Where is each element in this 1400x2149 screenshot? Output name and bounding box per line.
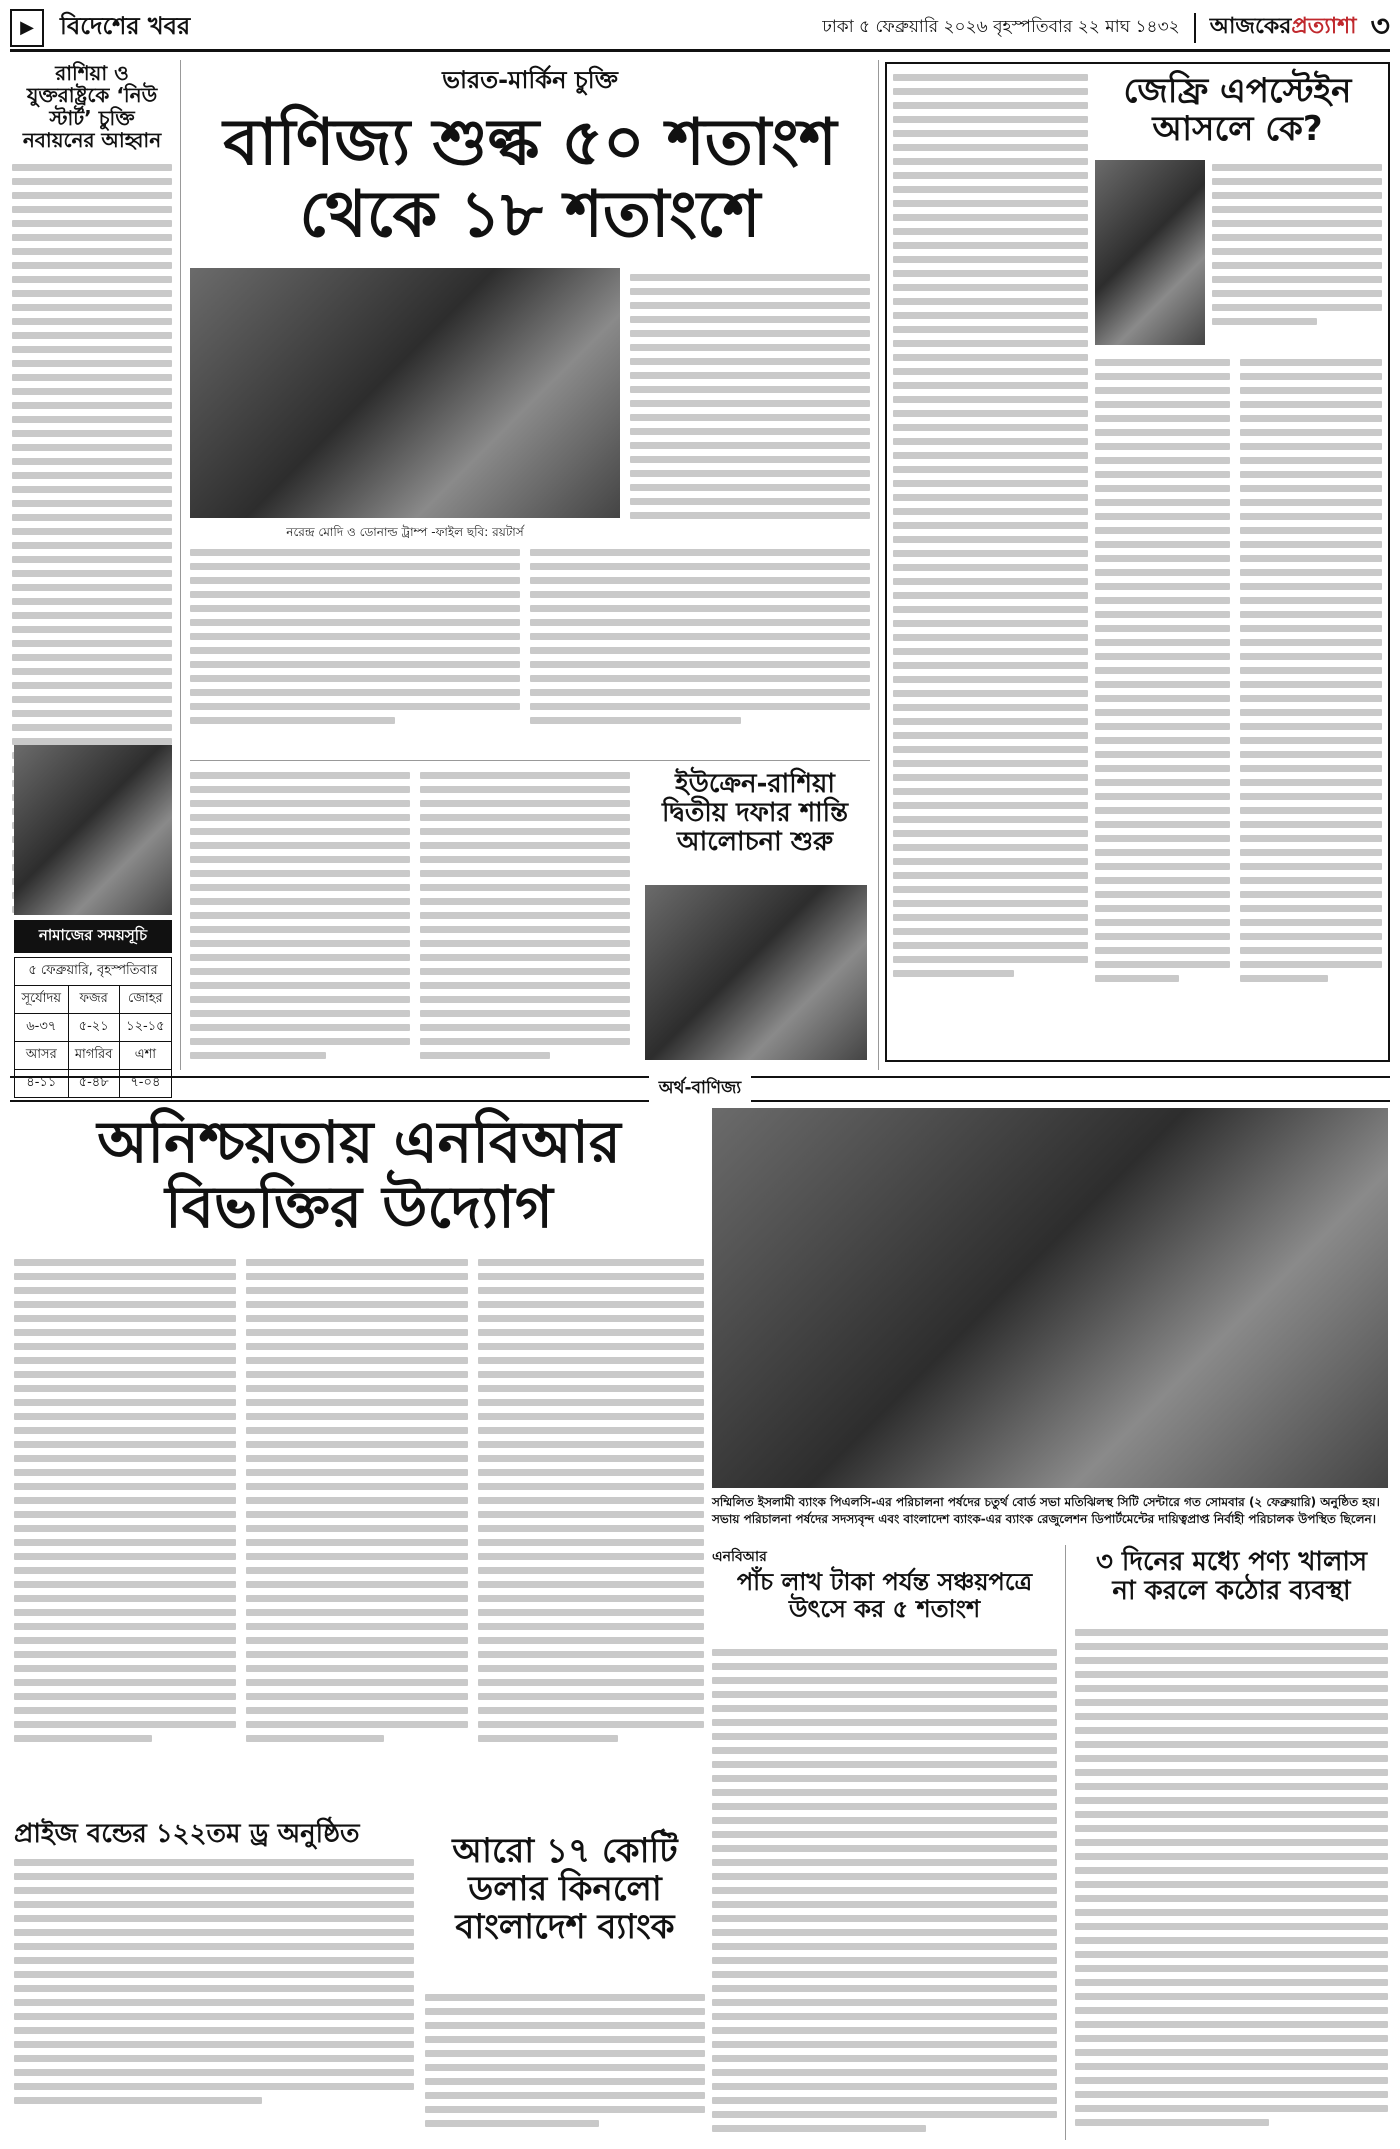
prayer-cell: এশা	[119, 1042, 171, 1070]
sanchaypatra-headline-line2: উৎসে কর ৫ শতাংশ	[788, 1594, 981, 1623]
prayer-title: নামাজের সময়সূচি	[14, 920, 172, 953]
prayer-cell: ৫-৪৮	[68, 1070, 119, 1098]
customs-headline-line2: না করলে কঠোর ব্যবস্থা	[1112, 1576, 1351, 1607]
epstein-headline-line1: জেফ্রি এপস্টেইন	[1123, 71, 1352, 111]
date-line: ঢাকা ৫ ফেব্রুয়ারি ২০২৬ বৃহস্পতিবার ২২ মাঘ ১৪৩২	[822, 16, 1180, 37]
prayer-cell: ৪-১১	[15, 1070, 69, 1098]
modi-trump-photo	[190, 268, 620, 518]
ukraine-headline-block	[640, 770, 870, 857]
nbr-headline-line2: বিভক্তির উদ্যোগ	[165, 1172, 553, 1241]
left-story-headline: রাশিয়া ও যুক্তরাষ্ট্রকে ‘নিউ স্টার্ট’ চুক্তি নবায়নের আহ্বান	[22, 61, 162, 153]
sanchaypatra-headline-line1: পাঁচ লাখ টাকা পর্যন্ত সঞ্চয়পত্রে	[736, 1568, 1033, 1596]
trade-body-col1	[190, 545, 520, 735]
epstein-body-col2	[1095, 355, 1230, 993]
nbr-headline-line1: অনিশ্চয়তায় এনবিআর	[97, 1108, 621, 1176]
trade-headline-line1: বাণিজ্য শুল্ক ৫০ শতাংশ	[223, 106, 837, 180]
dollar-headline-line3: বাংলাদেশ ব্যাংক	[455, 1907, 675, 1948]
sanchaypatra-body	[712, 1645, 1057, 2143]
prayer-cell: জোহর	[119, 986, 171, 1014]
trade-photo-caption: নরেন্দ্র মোদি ও ডোনাল্ড ট্রাম্প -ফাইল ছবি: রয়টার্স	[286, 525, 524, 539]
ukraine-headline-line1: ইউক্রেন-রাশিয়া	[675, 769, 835, 799]
prizebond-story	[14, 1820, 414, 2115]
customs-headline-block	[1075, 1548, 1388, 1606]
prayer-cell: ৭-০৪	[119, 1070, 171, 1098]
epstein-headline-block	[1095, 72, 1380, 148]
epstein-body-col3	[1240, 355, 1382, 993]
trade-body-right	[630, 270, 870, 530]
trade-body-col2	[530, 545, 870, 735]
nbr-headline-block	[14, 1110, 704, 1240]
dollar-body	[425, 1990, 705, 2138]
prizebond-headline: প্রাইজ বন্ডের ১২২তম ড্র অনুষ্ঠিত	[14, 1819, 360, 1849]
story-rule	[190, 760, 870, 761]
prayer-cell: আসর	[15, 1042, 69, 1070]
sanchaypatra-kicker: এনবিআর	[712, 1549, 767, 1565]
meeting-caption: সম্মিলিত ইসলামী ব্যাংক পিএলসি-এর পরিচালনা পর্ষদের চতুর্থ বোর্ড সভা মতিঝিলস্থ সিটি সেন্টারে গত সোমবার (২ ফেব্রুয়ারি) অনুষ্ঠিত হয়। সভায় পরিচালনা পর্ষদের সদস্যবৃন্দ এবং বাংলাদেশ ব্যাংক-এর ব্যাংক রেজুলেশন ডিপার্টমেন্টের দায়িত্বপ্রাপ্ত নির্বাহী পরিচালক উপস্থিত ছিলেন।	[712, 1495, 1380, 1527]
epstein-body-col3-top	[1212, 160, 1382, 336]
section-label: বিদেশের খবর	[60, 11, 191, 40]
trade-headline-line2: থেকে ১৮ শতাংশে	[299, 177, 761, 252]
section-divider	[10, 1076, 1390, 1102]
customs-body	[1075, 1625, 1388, 2137]
dollar-headline-line1: আরো ১৭ কোটি	[452, 1831, 678, 1871]
divider	[1194, 13, 1196, 43]
prayer-cell: ৫-২১	[68, 1014, 119, 1042]
ukraine-headline-line2: দ্বিতীয় দফার শান্তি	[661, 798, 849, 829]
trade-kicker: ভারত-মার্কিন চুক্তি	[442, 66, 618, 94]
page-number: ৩	[1370, 9, 1390, 44]
prayer-cell: ৬-৩৭	[15, 1014, 69, 1042]
nbr-body-col2	[246, 1255, 468, 1753]
brand-accent: প্রত্যাশা	[1291, 14, 1357, 39]
epstein-portrait	[1095, 160, 1205, 345]
masthead	[10, 6, 1390, 52]
sanchaypatra-headline-block	[712, 1545, 1057, 1623]
chevron-right-icon: ▶	[10, 9, 44, 47]
brand-logo	[1210, 9, 1357, 46]
prayer-date: ৫ ফেব্রুয়ারি, বৃহস্পতিবার	[15, 958, 172, 986]
column-rule	[1065, 1545, 1066, 2140]
ukraine-body-col1	[190, 768, 410, 1070]
section-divider-label: অর্থ-বাণিজ্য	[649, 1075, 751, 1103]
column-rule	[180, 60, 181, 1070]
dollar-headline-line2: ডলার কিনলো	[468, 1869, 662, 1910]
dollar-headline-block	[425, 1832, 705, 1946]
prayer-times	[14, 920, 172, 1098]
column-rule	[878, 60, 879, 1070]
prayer-cell: ১২-১৫	[119, 1014, 171, 1042]
customs-headline-line1: ৩ দিনের মধ্যে পণ্য খালাস	[1095, 1547, 1368, 1577]
board-meeting-photo	[712, 1108, 1388, 1488]
ukraine-body-col2	[420, 768, 630, 1070]
mosque-image	[14, 745, 172, 915]
ukraine-photo	[645, 885, 867, 1060]
prayer-cell: ফজর	[68, 986, 119, 1014]
epstein-body-col1	[893, 70, 1088, 988]
nbr-body-col3	[478, 1255, 704, 1753]
prayer-cell: সূর্যোদয়	[15, 986, 69, 1014]
brand-prefix: আজকের	[1209, 14, 1292, 39]
epstein-headline-line2: আসলে কে?	[1152, 109, 1323, 150]
trade-story	[190, 62, 870, 251]
ukraine-headline-line3: আলোচনা শুরু	[676, 827, 834, 858]
prizebond-body	[14, 1855, 414, 2115]
prayer-cell: মাগরিব	[68, 1042, 119, 1070]
nbr-body-col1	[14, 1255, 236, 1753]
